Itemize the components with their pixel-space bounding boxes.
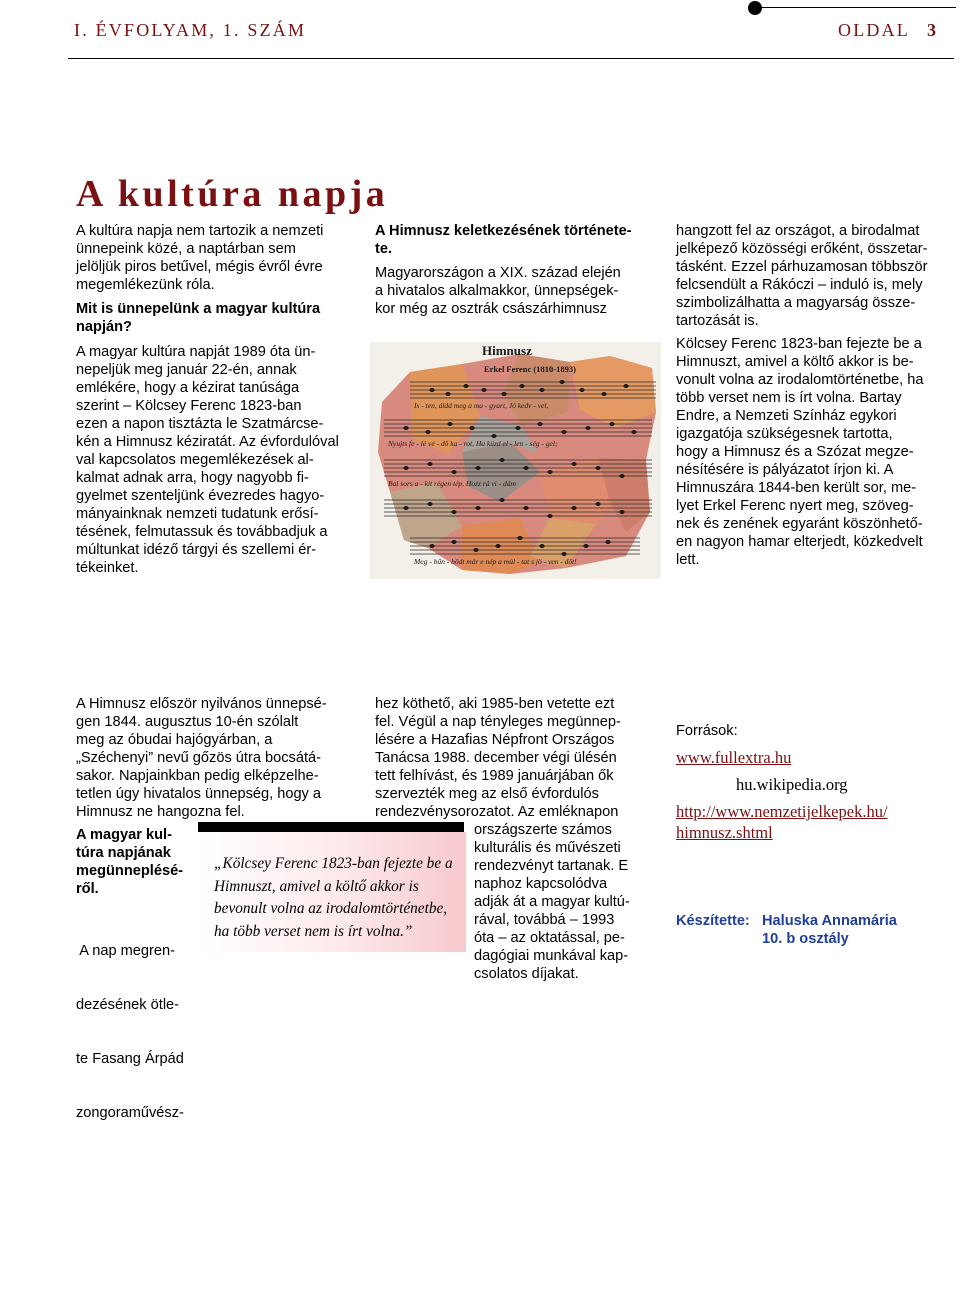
text-line: nek és zenének egyaránt köszönhető- [676, 516, 923, 532]
text-line: gen 1844. augusztus 10-én szólalt [76, 714, 299, 730]
page-label: OLDAL [838, 20, 910, 40]
text-line: dezésének ötle- [76, 997, 180, 1013]
text-line: jelöljük piros betűvel, mégis évről évre [76, 259, 323, 275]
text-line: szervezték meg az első évfordulós [375, 786, 599, 802]
quote-line: ha több verset nem is írt volna.” [214, 922, 413, 940]
text-line: A kultúra napja nem tartozik a nemzeti [76, 223, 324, 239]
author-label: Készítette: [676, 913, 750, 929]
figure-composer: Erkel Ferenc (1810-1893) [484, 364, 576, 374]
text-line: szimbolizálhatta a magyarság össze- [676, 295, 916, 311]
text-line: a hivatalos alkalmakkor, ünnepségek- [375, 283, 619, 299]
figure-lyric-line: Meg - bűn - hödt már e nép a múl - tat s jö - ven - dőt! [414, 557, 577, 566]
text-line: te Fasang Árpád [76, 1051, 184, 1067]
text-line: kalmat adnak arra, hogy nagyobb fi- [76, 470, 309, 486]
text-line: hez köthető, aki 1985-ben vetette ezt [375, 696, 615, 712]
source-link-nemzetijelkepek[interactable]: http://www.nemzetijelkepek.hu/ [676, 802, 888, 821]
text-line: meg az óbudai hajógyárban, a [76, 732, 273, 748]
text-line: óta – az oktatással, pe- [474, 930, 625, 946]
text-line: nésítésére is pályázatot írjon ki. A [676, 462, 894, 478]
text-line: Magyarországon a XIX. század elején [375, 265, 621, 281]
text-line: tett felhívást, és 1989 januárjában ők [375, 768, 614, 784]
text-line: napján? [76, 319, 132, 335]
text-line: val kapcsolatos megemlékezések al- [76, 452, 314, 468]
text-line: megemlékezünk róla. [76, 277, 215, 293]
text-line: Mit is ünnepelünk a magyar kultúra [76, 301, 321, 317]
text-line: en nagyon hamar elterjedt, közkedvelt [676, 534, 923, 550]
text-line: nepeljük meg január 22-én, annak [76, 362, 297, 378]
header-dot [748, 1, 762, 15]
text-line: vonult volna az irodalomtörténetbe, ha [676, 372, 924, 388]
text-line: szerint – Kölcsey Ferenc 1823-ban [76, 398, 302, 414]
history-heading [375, 222, 665, 258]
text-line: tetlen úgy hivatalos ünnepség, hogy a [76, 786, 322, 802]
text-line: Kölcsey Ferenc 1823-ban fejezte be a [676, 336, 922, 352]
quote-line: Himnuszt, amivel a költő akkor is [214, 877, 419, 895]
text-line: ről. [76, 881, 99, 897]
text-line: adják át a magyar kultú- [474, 894, 630, 910]
text-line: rendezvényt tartanak. E [474, 858, 629, 874]
sources-label: Források: [676, 723, 738, 739]
text-line: tésének, felmutassuk és továbbadjuk a [76, 524, 328, 540]
text-line: hogy a Himnusz és a Szózat megze- [676, 444, 914, 460]
text-line: túra napjának [76, 845, 171, 861]
text-line: fel. Végül a nap tényleges megünnep- [375, 714, 621, 730]
text-line: ünnepeink közé, a naptárban sem [76, 241, 296, 257]
text-line: több verset nem is írt volna. Bartay [676, 390, 902, 406]
text-line: rával, továbbá – 1993 [474, 912, 615, 928]
header-rule [68, 58, 954, 59]
text-line: zongoraművész- [76, 1105, 184, 1121]
quote-line: bevonult volna az irodalomtörténetbe, [214, 900, 448, 917]
figure-lyric-line: Bal sors a - kit régen tép, Hozz rá vi - dám [388, 479, 516, 488]
text-line: kén a Himnusz kéziratát. Az évfordulóval [76, 434, 339, 450]
text-line: múltunkat idéző tárgyi és szellemi ér- [76, 542, 317, 558]
figure-lyric-line: Nyujts fe - lé vé - dő ka - rot, Ha küzd el - len - ség - gel; [388, 439, 558, 448]
intro-paragraph [76, 222, 366, 294]
issue-label: I. ÉVFOLYAM, 1. SZÁM [74, 20, 307, 40]
question-heading [76, 300, 366, 336]
text-line: igazgatója szükségesnek tartotta, [676, 426, 893, 442]
lower-col2-paragraph-2 [474, 821, 664, 983]
text-line: A nap megren- [76, 943, 175, 959]
celebration-paragraph [76, 906, 200, 1140]
text-line: te. [375, 241, 393, 257]
article-title: A kultúra napja [76, 173, 389, 215]
text-line: kulturális és művészeti [474, 840, 621, 856]
history-paragraph [375, 264, 665, 318]
source-link-fullextra[interactable]: www.fullextra.hu [676, 748, 792, 767]
lower-col2-paragraph [375, 695, 665, 821]
text-line: csolatos díjakat. [474, 966, 579, 982]
text-line: Tanácsa 1988. december végi ülésén [375, 750, 617, 766]
body-paragraph [76, 343, 366, 577]
column3-paragraph-2 [676, 335, 956, 569]
text-line: megünneplésé- [76, 863, 184, 879]
figure-lyric-line: Is - ten, áldd meg a ma - gyart, Jó kedv - vel, [414, 401, 549, 410]
text-line: sakor. Napjainkban pedig elképzelhe- [76, 768, 319, 784]
text-line: lésére a Hazafias Népfront Országos [375, 732, 615, 748]
text-line: mányainknak nemzeti tudatunk erősí- [76, 506, 319, 522]
text-line: dagógiai munkával kap- [474, 948, 629, 964]
text-line: emlékére, hogy a kézirat tanúsága [76, 380, 300, 396]
text-line: rendezvénysorozatot. Az emléknapon [375, 804, 619, 820]
text-line: lyet Erkel Ferenc nyert meg, szöveg- [676, 498, 914, 514]
figure-title: Himnusz [482, 343, 532, 358]
pullquote-rule [198, 822, 464, 832]
lower-col1-paragraph [76, 695, 366, 821]
text-line: Himnuszt, amivel a költő akkor is be- [676, 354, 914, 370]
author-class: 10. b osztály [762, 931, 849, 947]
text-line: tartozását is. [676, 313, 759, 329]
text-line: gyelmet szenteljünk évezredes hagyo- [76, 488, 325, 504]
column3-paragraph [676, 222, 956, 330]
header-rule-top [762, 7, 956, 8]
text-line: Himnuszára 1844-ben került sor, me- [676, 480, 917, 496]
text-line: felcsendült a Rákóczi – induló is, mely [676, 277, 923, 293]
text-line: A Himnusz keletkezésének története- [375, 223, 632, 239]
quote-line: „Kölcsey Ferenc 1823-ban fejezte be a [214, 855, 453, 872]
author-name: Haluska Annamária [762, 913, 897, 929]
source-wikipedia: hu.wikipedia.org [736, 775, 848, 794]
text-line: tékeinket. [76, 560, 139, 576]
text-line: A magyar kul- [76, 827, 172, 843]
text-line: országszerte számos [474, 822, 612, 838]
text-line: „Széchenyi” nevű gőzös útra bocsátá- [76, 750, 321, 766]
celebration-heading [76, 826, 196, 898]
himnusz-sheet-music-image [370, 342, 661, 579]
text-line: kor még az osztrák császárhimnusz [375, 301, 607, 317]
page-number: 3 [927, 20, 936, 40]
text-line: A Himnusz először nyilvános ünnepsé- [76, 696, 327, 712]
text-line: Endre, a Nemzeti Színház egykori [676, 408, 897, 424]
text-line: Himnusz ne hangozna fel. [76, 804, 245, 820]
text-line: hangzott fel az országot, a birodalmat [676, 223, 920, 239]
text-line: naphoz kapcsolódva [474, 876, 608, 892]
source-link-himnusz[interactable]: himnusz.shtml [676, 823, 773, 842]
text-line: jelképező közösségi erőként, összetar- [676, 241, 928, 257]
text-line: tásként. Ezzel párhuzamosan többször [676, 259, 928, 275]
pullquote [214, 853, 464, 943]
text-line: A magyar kultúra napját 1989 óta ün- [76, 344, 316, 360]
text-line: lett. [676, 552, 700, 568]
text-line: ezen a napon tisztázta le Szatmárcse- [76, 416, 324, 432]
